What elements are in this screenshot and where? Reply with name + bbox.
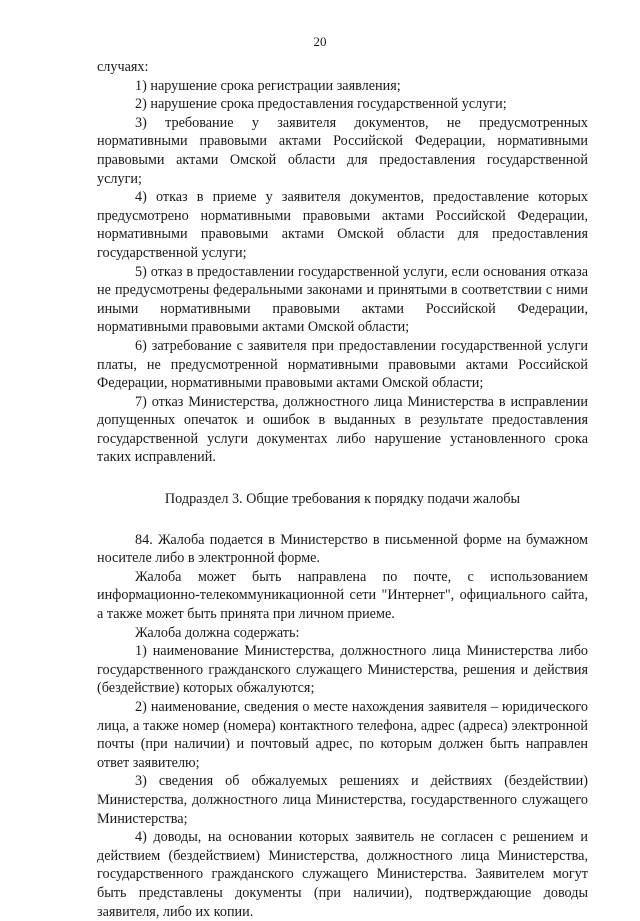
list-item: 4) доводы, на основании которых заявитель не согласен с решением и действием (бездействием) Министерства, должностного лица Министерства, государственного гражданского служащего Министерства. Заявителем могут быть представлены документы (при наличии), подтверждающие доводы заявителя, либо их копии. — [97, 829, 588, 920]
page-number: 20 — [313, 34, 327, 49]
paragraph: 84. Жалоба подается в Министерство в письменной форме на бумажном носителе либо в электронной форме. — [97, 531, 588, 567]
list-item: 2) нарушение срока предоставления государственной услуги; — [135, 96, 507, 113]
list-item: 1) наименование Министерства, должностного лица Министерства либо государственного гражданского служащего Министерства, решения и действия (бездействие) которых обжалуются; — [97, 643, 588, 697]
list-item: 3) требование у заявителя документов, не предусмотренных нормативными правовыми актами Российской Федерации, нормативными правовыми актами Омской области для предоставления государственной услуги; — [97, 114, 588, 187]
list-item: 5) отказ в предоставлении государственной услуги, если основания отказа не предусмотрены федеральными законами и принятыми в соответствии с ними иными нормативными правовыми актами Российской Федерации, нормативными правовыми актами Омской области; — [97, 263, 588, 336]
list-item: 4) отказ в приеме у заявителя документов, предоставление которых предусмотрено нормативными правовыми актами Российской Федерации, нормативными правовыми актами Омской области для предоставления государственной услуги; — [97, 189, 588, 261]
section-heading: Подраздел 3. Общие требования к порядку подачи жалобы — [164, 491, 521, 508]
paragraph: случаях: — [97, 59, 149, 75]
page-content — [97, 58, 588, 921]
paragraph: Жалоба может быть направлена по почте, с использованием информационно-телекоммуникационной сети "Интернет", официального сайта, а также может быть принята при личном приеме. — [97, 568, 588, 623]
list-item: 2) наименование, сведения о месте нахождения заявителя – юридического лица, а также номер (номера) контактного телефона, адрес (адреса) электронной почты (при наличии) и почтовый адрес, по которым должен быть направлен ответ заявителю; — [97, 699, 588, 771]
list-item: 6) затребование с заявителя при предоставлении государственной услуги платы, не предусмотренной нормативными правовыми актами Российской Федерации, нормативными правовыми актами Омской области; — [97, 337, 588, 392]
list-item: 1) нарушение срока регистрации заявления; — [135, 77, 401, 94]
list-item: 3) сведения об обжалуемых решениях и действиях (бездействии) Министерства, должностного лица Министерства, государственного служащего Министерства; — [97, 773, 588, 827]
list-item: 7) отказ Министерства, должностного лица Министерства в исправлении допущенных опечаток и ошибок в выданных в результате предоставления государственной услуги документах либо нарушение установленного срока таких исправлений. — [97, 393, 588, 466]
paragraph: Жалоба должна содержать: — [135, 624, 300, 641]
